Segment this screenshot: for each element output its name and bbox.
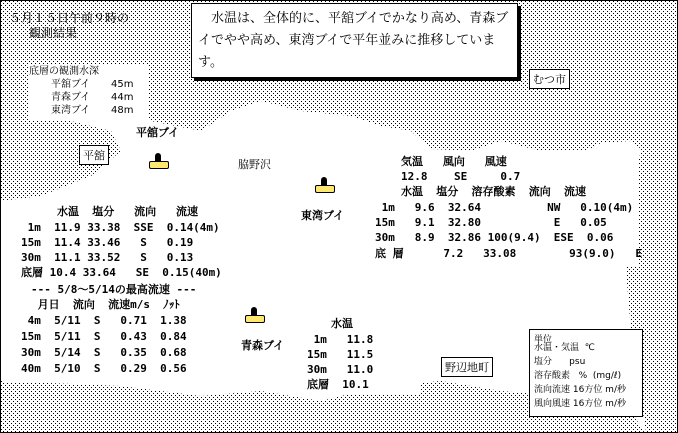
place-noheji: 野辺地町 bbox=[441, 357, 493, 377]
depth-row: 東湾ブイ 48m bbox=[51, 105, 134, 116]
table-row: 30m 11.0 bbox=[307, 363, 374, 376]
bottom-depth-panel bbox=[29, 65, 149, 121]
higashi-data-table bbox=[369, 151, 643, 267]
buoy-label-higashi: 東湾ブイ bbox=[301, 209, 345, 222]
weather-values: 12.8 SE 0.7 bbox=[401, 170, 521, 183]
max-flow-row: 40m 5/10 S 0.29 0.56 bbox=[21, 362, 187, 375]
max-flow-row: 15m 5/11 S 0.43 0.84 bbox=[21, 330, 187, 343]
table-row: 30m 11.1 33.52 S 0.13 bbox=[21, 251, 194, 264]
depth-row: 平舘ブイ 45m bbox=[51, 79, 134, 90]
buoy-label-hiradate: 平舘ブイ bbox=[136, 126, 180, 139]
table-row: 底層 10.4 33.64 SE 0.15(40m) bbox=[21, 266, 222, 279]
legend-row: 流向流速 16方位 m/秒 bbox=[534, 385, 626, 395]
max-flow-row: 4m 5/11 S 0.71 1.38 bbox=[21, 314, 187, 327]
table-row: 1m 9.6 32.64 NW 0.10(4m) bbox=[375, 201, 634, 214]
place-mutsu: むつ市 bbox=[529, 69, 570, 89]
table-header: 水温 塩分 溶存酸素 流向 流速 bbox=[401, 185, 586, 198]
table-header: 水温 塩分 流向 流速 bbox=[57, 205, 198, 218]
max-flow-header: 月日 流向 流速m/s ﾉｯﾄ bbox=[31, 298, 180, 311]
notice-box bbox=[191, 3, 518, 78]
weather-header: 気温 風向 風速 bbox=[401, 155, 507, 168]
depth-row: 青森ブイ 44m bbox=[51, 92, 134, 103]
table-header: 水温 bbox=[331, 317, 353, 330]
legend-title: 単位 bbox=[534, 335, 553, 345]
table-row: 1m 11.9 33.38 SSE 0.14(4m) bbox=[21, 221, 220, 234]
title-line-1: ５月１５日午前９時の bbox=[9, 11, 130, 25]
table-row: 1m 11.8 bbox=[307, 333, 374, 346]
table-row: 15m 11.5 bbox=[307, 348, 374, 361]
legend-row: 塩分 psu bbox=[534, 357, 586, 367]
title-line-2: 観測結果 bbox=[29, 26, 78, 40]
units-legend: 単位 水温・気温 ℃ 塩分 psu 溶存酸素 % (mg/ℓ) 流向流速 16方位 m/秒 風向風速 16方位 m/秒 bbox=[529, 329, 643, 417]
table-row: 底 層 7.2 33.08 93(9.0) E bbox=[375, 247, 643, 260]
bottom-depth-title: 底層の観測水深 bbox=[29, 66, 99, 77]
notice-text: 水温は、全体的に、平舘ブイでかなり高め、青森ブイでやや高め、東湾ブイで平年並みに推移しています。 bbox=[198, 11, 509, 70]
table-row: 30m 8.9 32.86 100(9.4) ESE 0.06 bbox=[375, 231, 614, 244]
buoy-label-aomori: 青森ブイ bbox=[241, 339, 285, 352]
place-wakinosawa: 脇野沢 bbox=[238, 158, 271, 171]
max-flow-title: --- 5/8～5/14の最高流速 --- bbox=[31, 283, 197, 296]
place-hiradate: 平舘 bbox=[79, 145, 109, 165]
observation-title bbox=[9, 11, 129, 41]
table-row: 15m 9.1 32.80 E 0.05 bbox=[375, 216, 607, 229]
buoy-icon-aomori bbox=[245, 307, 263, 321]
table-row: 底層 10.1 bbox=[307, 378, 369, 391]
hiradate-data-table bbox=[5, 201, 227, 383]
buoy-icon-hiradate bbox=[149, 153, 167, 167]
table-row: 15m 11.4 33.46 S 0.19 bbox=[21, 236, 194, 249]
buoy-icon-higashi bbox=[315, 177, 333, 191]
max-flow-row: 30m 5/14 S 0.35 0.68 bbox=[21, 346, 187, 359]
aomori-data-table bbox=[301, 311, 421, 395]
